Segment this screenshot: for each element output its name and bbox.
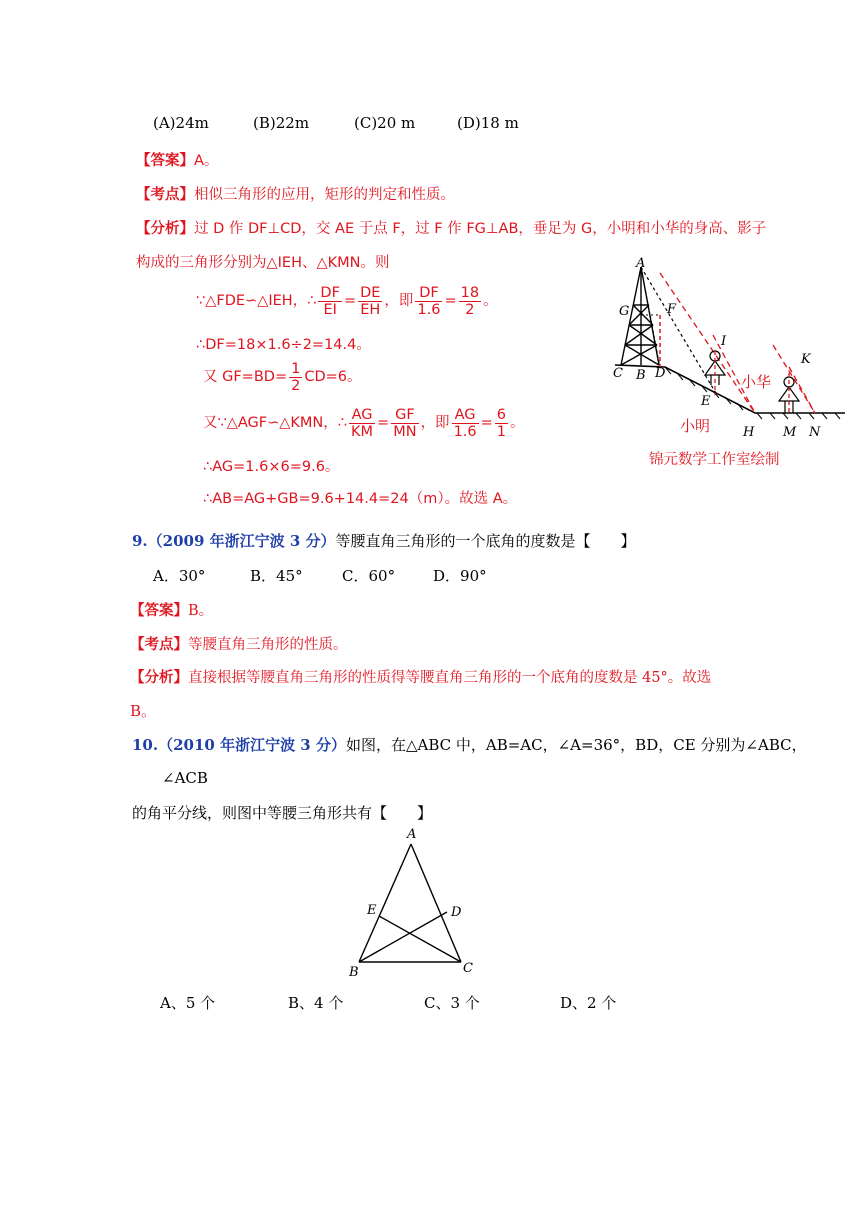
q9-number: 9. xyxy=(132,532,148,550)
tri-label-d: D xyxy=(451,905,462,920)
q9-question xyxy=(132,530,636,551)
frac-18-2: $\frac{18}{2}$ xyxy=(460,284,480,318)
tower-shadow-figure xyxy=(605,255,850,475)
q8-step6: ∴AB=AG+GB=9.6+14.4=24（m）。故选 A。 xyxy=(203,491,518,507)
q10-question-line2: ∠ACB xyxy=(162,769,208,787)
q10-question-line1 xyxy=(132,734,807,755)
fenxi-tag: 【分析】 xyxy=(130,670,188,686)
q8-option-a: (A)24m xyxy=(153,114,209,132)
q9-answer xyxy=(130,599,213,620)
fig-label-e: E xyxy=(701,394,711,409)
frac-1-2: $\frac{1}{2}$ xyxy=(291,360,301,394)
q8-step1: ∵△FDE∽△IEH，∴ $\frac{DF}{EI}$ = $\frac{DE}{EH}$ ，即 $\frac{DF}{1.6}$ = $\frac{18}{2}$ 。 xyxy=(196,284,498,318)
frac-6-1: $\frac{6}{1}$ xyxy=(496,406,507,440)
answer-tag: 【答案】 xyxy=(130,603,188,619)
frac-ag-km: $\frac{AG}{KM}$ xyxy=(351,406,374,440)
fig-label-c: C xyxy=(613,366,623,381)
fig-label-d: D xyxy=(655,366,666,381)
frac-gf-mn: $\frac{GF}{MN}$ xyxy=(393,406,417,440)
fig-label-f: F xyxy=(667,302,677,317)
q8-step3: 又 GF=BD= $\frac{1}{2}$ CD=6。 xyxy=(203,360,362,394)
q10-option-a: A、5 个 xyxy=(160,994,216,1012)
tri-label-a: A xyxy=(407,827,417,842)
q10-number: 10. xyxy=(132,736,159,754)
q8-option-c: (C)20 m xyxy=(354,114,416,132)
fig-label-n: N xyxy=(809,425,821,440)
q8-option-d: (D)18 m xyxy=(457,114,519,132)
q9-option-c: C．60° xyxy=(342,567,396,585)
q10-option-b: B、4 个 xyxy=(288,994,344,1012)
kaodian-tag: 【考点】 xyxy=(130,637,188,653)
fenxi-text: 直接根据等腰直角三角形的性质得等腰直角三角形的一个底角的度数是 45°。故选 xyxy=(188,670,712,686)
q9-source: （2009 年浙江宁波 3 分） xyxy=(147,532,336,550)
fig-label-b: B xyxy=(636,368,646,383)
q8-fenxi-line2: 构成的三角形分别为△IEH、△KMN。则 xyxy=(136,255,390,271)
fig-credit: 锦元数学工作室绘制 xyxy=(649,452,780,468)
fig-label-m: M xyxy=(783,425,797,440)
q9-fenxi-line2: B。 xyxy=(130,702,157,720)
q9-option-b: B．45° xyxy=(250,567,303,585)
q8-option-b: (B)22m xyxy=(253,114,310,132)
answer-tag: 【答案】 xyxy=(136,153,194,169)
kaodian-text: 相似三角形的应用，矩形的判定和性质。 xyxy=(194,187,455,203)
triangle-abc-figure xyxy=(345,820,485,980)
fig-label-a: A xyxy=(636,256,646,271)
q8-answer xyxy=(136,149,218,170)
fig-xiaohua: 小华 xyxy=(741,373,772,391)
frac-de-eh: $\frac{DE}{EH}$ xyxy=(360,284,381,318)
fenxi-tag: 【分析】 xyxy=(136,221,194,237)
q8-step2: ∴DF=18×1.6÷2=14.4。 xyxy=(196,337,371,353)
q8-step5: ∴AG=1.6×6=9.6。 xyxy=(203,459,340,475)
q10-question-line3: 的角平分线，则图中等腰三角形共有【 】 xyxy=(132,804,433,822)
frac-df-ei: $\frac{DF}{EI}$ xyxy=(320,284,340,318)
fig-label-k: K xyxy=(801,352,811,367)
q9-fenxi-line1 xyxy=(130,666,711,687)
q8-fenxi-line1 xyxy=(136,217,766,238)
kaodian-text: 等腰直角三角形的性质。 xyxy=(188,637,348,653)
q9-option-d: D．90° xyxy=(433,567,487,585)
answer-value: A。 xyxy=(194,153,219,169)
q10-source: （2010 年浙江宁波 3 分） xyxy=(158,736,346,754)
tri-label-b: B xyxy=(349,965,359,980)
q8-step4: 又∵△AGF∽△KMN，∴ $\frac{AG}{KM}$ = $\frac{GF}{MN}$ ，即 $\frac{AG}{1.6}$ = $\frac{6}{1}$ 。 xyxy=(203,406,525,440)
step1-lead: ∵△FDE∽△IEH，∴ xyxy=(196,293,317,309)
q9-option-a: A．30° xyxy=(153,567,206,585)
q9-kaodian xyxy=(130,633,348,654)
fig-label-g: G xyxy=(619,304,630,319)
q10-option-d: D、2 个 xyxy=(560,994,617,1012)
q9-text: 等腰直角三角形的一个底角的度数是【 】 xyxy=(335,532,636,550)
fig-label-h: H xyxy=(743,425,755,440)
kaodian-tag: 【考点】 xyxy=(136,187,194,203)
frac-ag-1.6: $\frac{AG}{1.6}$ xyxy=(453,406,477,440)
answer-value: B。 xyxy=(188,603,214,619)
fig-xiaoming: 小明 xyxy=(680,417,711,435)
fenxi-text: 过 D 作 DF⊥CD，交 AE 于点 F，过 F 作 FG⊥AB，垂足为 G，小明和小华的身高、影子 xyxy=(194,221,767,237)
fig-label-i: I xyxy=(721,334,727,349)
tri-label-e: E xyxy=(367,903,377,918)
q10-option-c: C、3 个 xyxy=(424,994,480,1012)
q8-kaodian xyxy=(136,183,455,204)
q10-text: 如图，在△ABC 中，AB=AC，∠A=36°，BD，CE 分别为∠ABC， xyxy=(345,736,807,754)
tri-label-c: C xyxy=(463,961,473,976)
frac-df-1.6: $\frac{DF}{1.6}$ xyxy=(417,284,441,318)
